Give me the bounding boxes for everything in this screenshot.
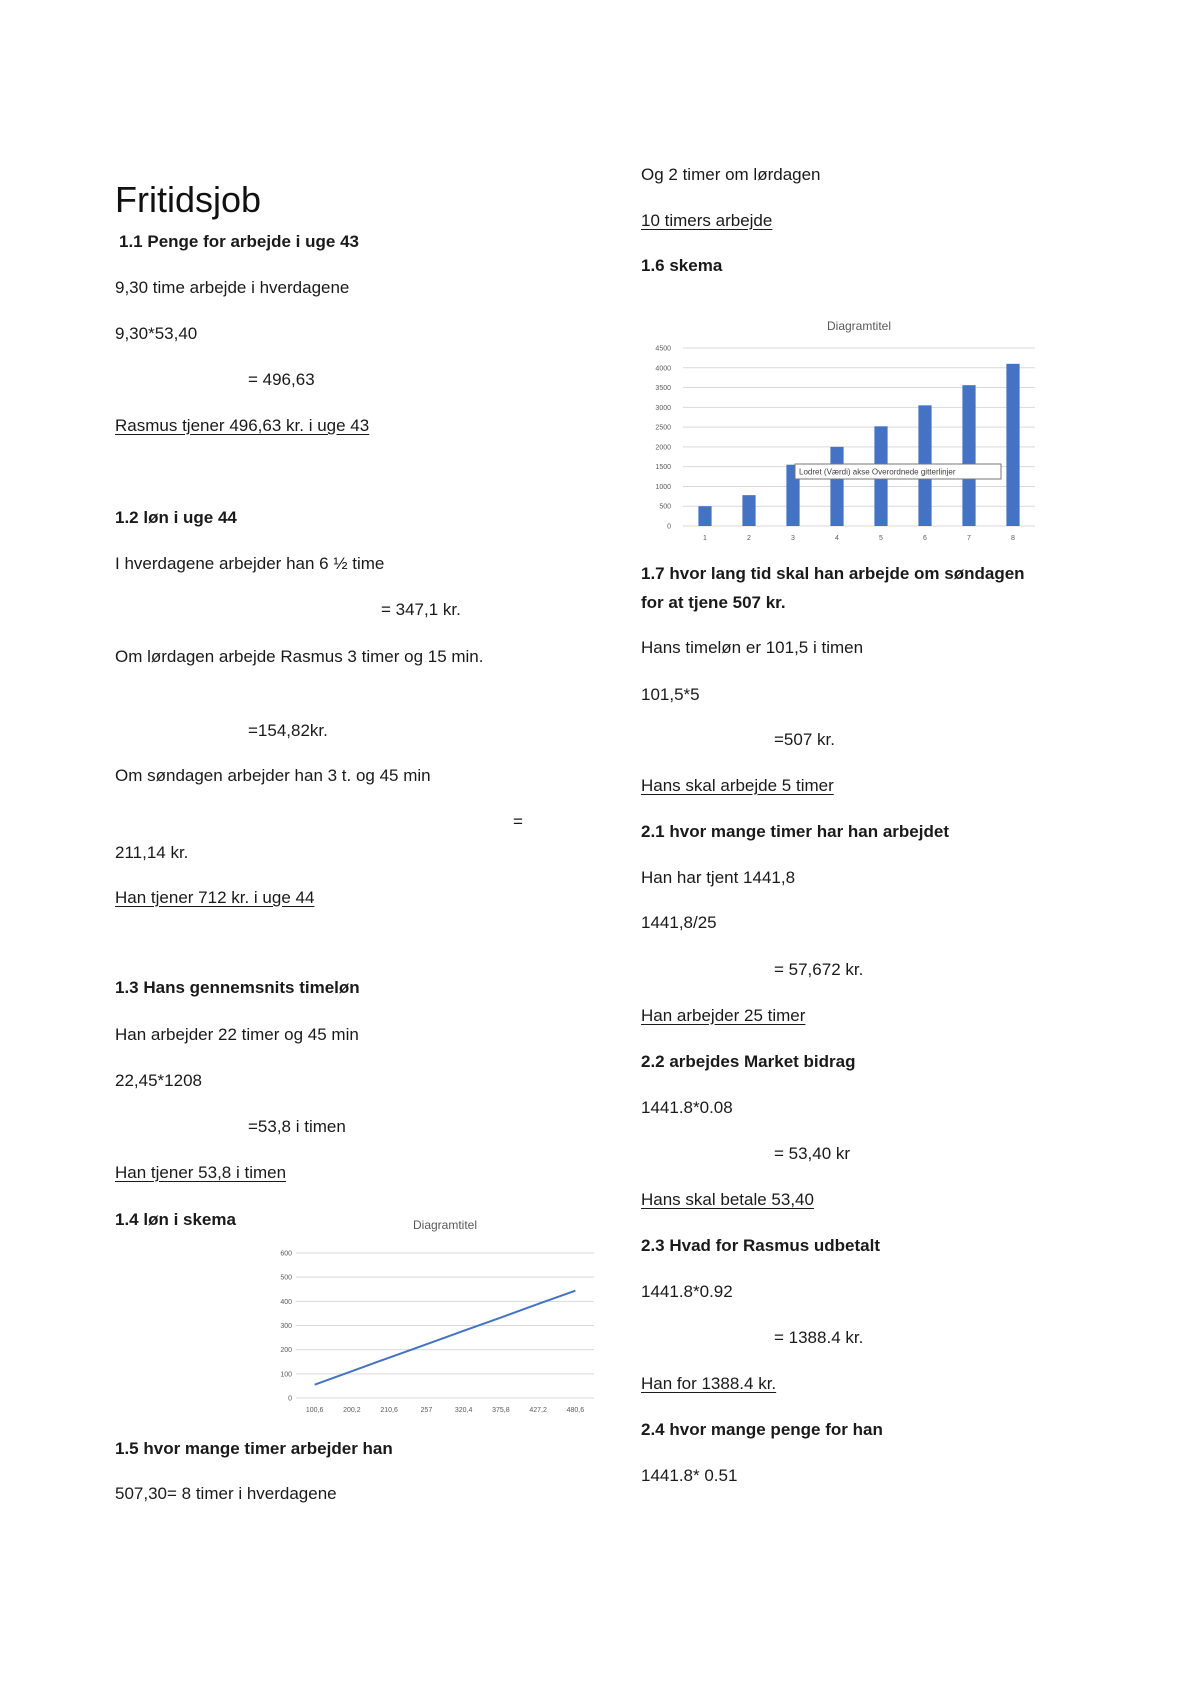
left-line-20: 1.5 hvor mange timer arbejder han bbox=[115, 1439, 393, 1458]
right-line-4: for at tjene 507 kr. bbox=[641, 593, 786, 612]
bar-chart-y-tick: 2000 bbox=[655, 444, 671, 452]
line-chart-title: Diagramtitel bbox=[412, 1218, 478, 1232]
bar-chart-y-tick: 2500 bbox=[655, 424, 671, 432]
left-line-0: 1.1 Penge for arbejde i uge 43 bbox=[119, 232, 359, 251]
line-chart-y-tick: 500 bbox=[280, 1274, 292, 1282]
right-line-0: Og 2 timer om lørdagen bbox=[641, 165, 821, 184]
line-chart-x-tick: 257 bbox=[420, 1407, 433, 1414]
left-line-7: = 347,1 kr. bbox=[381, 600, 461, 619]
right-line-3: 1.7 hvor lang tid skal han arbejde om søndagen bbox=[641, 564, 1025, 583]
bar-chart-x-tick: 1 bbox=[703, 535, 707, 542]
bar-chart-bar bbox=[698, 506, 711, 526]
right-line-20: = 1388.4 kr. bbox=[774, 1328, 864, 1347]
bar-chart-y-tick: 4000 bbox=[655, 365, 671, 373]
right-line-21: Han for 1388.4 kr. bbox=[641, 1374, 777, 1393]
right-line-22: 2.4 hvor mange penge for han bbox=[641, 1420, 883, 1439]
right-line-13: Han arbejder 25 timer bbox=[641, 1006, 806, 1025]
line-chart-x-tick: 200,2 bbox=[343, 1407, 361, 1414]
bar-chart-x-tick: 6 bbox=[923, 535, 927, 542]
line-chart[interactable] bbox=[266, 1210, 604, 1420]
bar-chart[interactable] bbox=[641, 308, 1051, 551]
bar-chart-svg bbox=[641, 308, 1051, 551]
line-chart-svg bbox=[266, 1210, 604, 1420]
left-line-19: 1.4 løn i skema bbox=[115, 1210, 236, 1229]
bar-chart-bar bbox=[1006, 364, 1019, 526]
right-line-14: 2.2 arbejdes Market bidrag bbox=[641, 1052, 856, 1071]
right-line-12: = 57,672 kr. bbox=[774, 960, 864, 979]
left-line-13: Han tjener 712 kr. i uge 44 bbox=[115, 888, 315, 907]
line-chart-x-tick: 427,2 bbox=[529, 1407, 547, 1414]
bar-chart-x-tick: 2 bbox=[747, 535, 751, 542]
line-chart-y-tick: 400 bbox=[280, 1298, 292, 1306]
right-line-19: 1441.8*0.92 bbox=[641, 1282, 733, 1301]
left-line-17: =53,8 i timen bbox=[248, 1117, 346, 1136]
right-line-16: = 53,40 kr bbox=[774, 1144, 851, 1163]
bar-chart-y-tick: 0 bbox=[667, 523, 671, 531]
bar-chart-bar bbox=[830, 447, 843, 526]
line-chart-y-tick: 0 bbox=[288, 1395, 292, 1403]
line-chart-x-tick: 210,6 bbox=[380, 1407, 398, 1414]
line-chart-x-tick: 480,6 bbox=[566, 1407, 585, 1414]
bar-chart-x-tick: 3 bbox=[791, 535, 795, 542]
line-chart-x-tick: 375,8 bbox=[492, 1407, 510, 1414]
right-line-17: Hans skal betale 53,40 bbox=[641, 1190, 814, 1209]
line-chart-y-tick: 300 bbox=[280, 1323, 292, 1330]
left-line-3: = 496,63 bbox=[248, 370, 315, 389]
bar-chart-bar bbox=[742, 495, 755, 526]
bar-chart-y-tick: 1500 bbox=[655, 464, 671, 472]
left-line-12: 211,14 kr. bbox=[115, 843, 189, 862]
left-line-4: Rasmus tjener 496,63 kr. i uge 43 bbox=[115, 416, 370, 435]
bar-chart-title: Diagramtitel bbox=[826, 319, 892, 333]
bar-chart-x-tick: 5 bbox=[879, 535, 883, 542]
right-line-6: 101,5*5 bbox=[641, 685, 700, 704]
left-line-14: 1.3 Hans gennemsnits timeløn bbox=[115, 978, 360, 997]
left-line-1: 9,30 time arbejde i hverdagene bbox=[115, 278, 350, 297]
right-line-2: 1.6 skema bbox=[641, 256, 723, 275]
bar-chart-bar bbox=[962, 385, 975, 526]
line-chart-x-tick: 100,6 bbox=[305, 1407, 324, 1414]
left-line-6: I hverdagene arbejder han 6 ½ time bbox=[115, 554, 385, 573]
right-line-7: =507 kr. bbox=[774, 730, 835, 749]
left-line-8: Om lørdagen arbejde Rasmus 3 timer og 15 min. bbox=[115, 647, 484, 666]
left-line-15: Han arbejder 22 timer og 45 min bbox=[115, 1025, 359, 1044]
left-line-21: 507,30= 8 timer i hverdagene bbox=[115, 1484, 337, 1503]
right-line-8: Hans skal arbejde 5 timer bbox=[641, 776, 834, 795]
left-line-11: = bbox=[513, 812, 523, 831]
bar-chart-y-tick: 4500 bbox=[655, 345, 671, 353]
left-line-9: =154,82kr. bbox=[248, 721, 328, 740]
left-line-2: 9,30*53,40 bbox=[115, 324, 198, 343]
bar-chart-y-tick: 3000 bbox=[655, 404, 671, 412]
line-chart-bg bbox=[266, 1210, 604, 1420]
left-line-16: 22,45*1208 bbox=[115, 1071, 202, 1090]
left-line-10: Om søndagen arbejder han 3 t. og 45 min bbox=[115, 766, 431, 785]
bar-chart-tooltip-text: Lodret (Værdi) akse Overordnede gitterlinjer bbox=[799, 467, 956, 477]
bar-chart-y-tick: 1000 bbox=[655, 483, 671, 491]
bar-chart-x-tick: 7 bbox=[967, 535, 971, 542]
line-chart-y-tick: 200 bbox=[280, 1347, 292, 1355]
bar-chart-x-tick: 8 bbox=[1011, 535, 1015, 542]
right-line-15: 1441.8*0.08 bbox=[641, 1098, 733, 1117]
line-chart-y-tick: 100 bbox=[280, 1371, 292, 1379]
bar-chart-x-tick: 4 bbox=[835, 535, 839, 542]
right-line-18: 2.3 Hvad for Rasmus udbetalt bbox=[641, 1236, 881, 1255]
left-line-18: Han tjener 53,8 i timen bbox=[115, 1163, 287, 1182]
document-title: Fritidsjob bbox=[115, 179, 262, 220]
line-chart-y-tick: 600 bbox=[280, 1250, 292, 1258]
right-line-5: Hans timeløn er 101,5 i timen bbox=[641, 638, 864, 657]
line-chart-x-tick: 320,4 bbox=[454, 1407, 473, 1414]
right-line-9: 2.1 hvor mange timer har han arbejdet bbox=[641, 822, 949, 841]
right-line-23: 1441.8* 0.51 bbox=[641, 1466, 738, 1485]
bar-chart-y-tick: 3500 bbox=[655, 385, 671, 393]
right-line-10: Han har tjent 1441,8 bbox=[641, 868, 796, 887]
bar-chart-y-tick: 500 bbox=[659, 503, 671, 511]
right-line-1: 10 timers arbejde bbox=[641, 211, 773, 230]
right-line-11: 1441,8/25 bbox=[641, 913, 717, 932]
left-line-5: 1.2 løn i uge 44 bbox=[115, 508, 237, 527]
